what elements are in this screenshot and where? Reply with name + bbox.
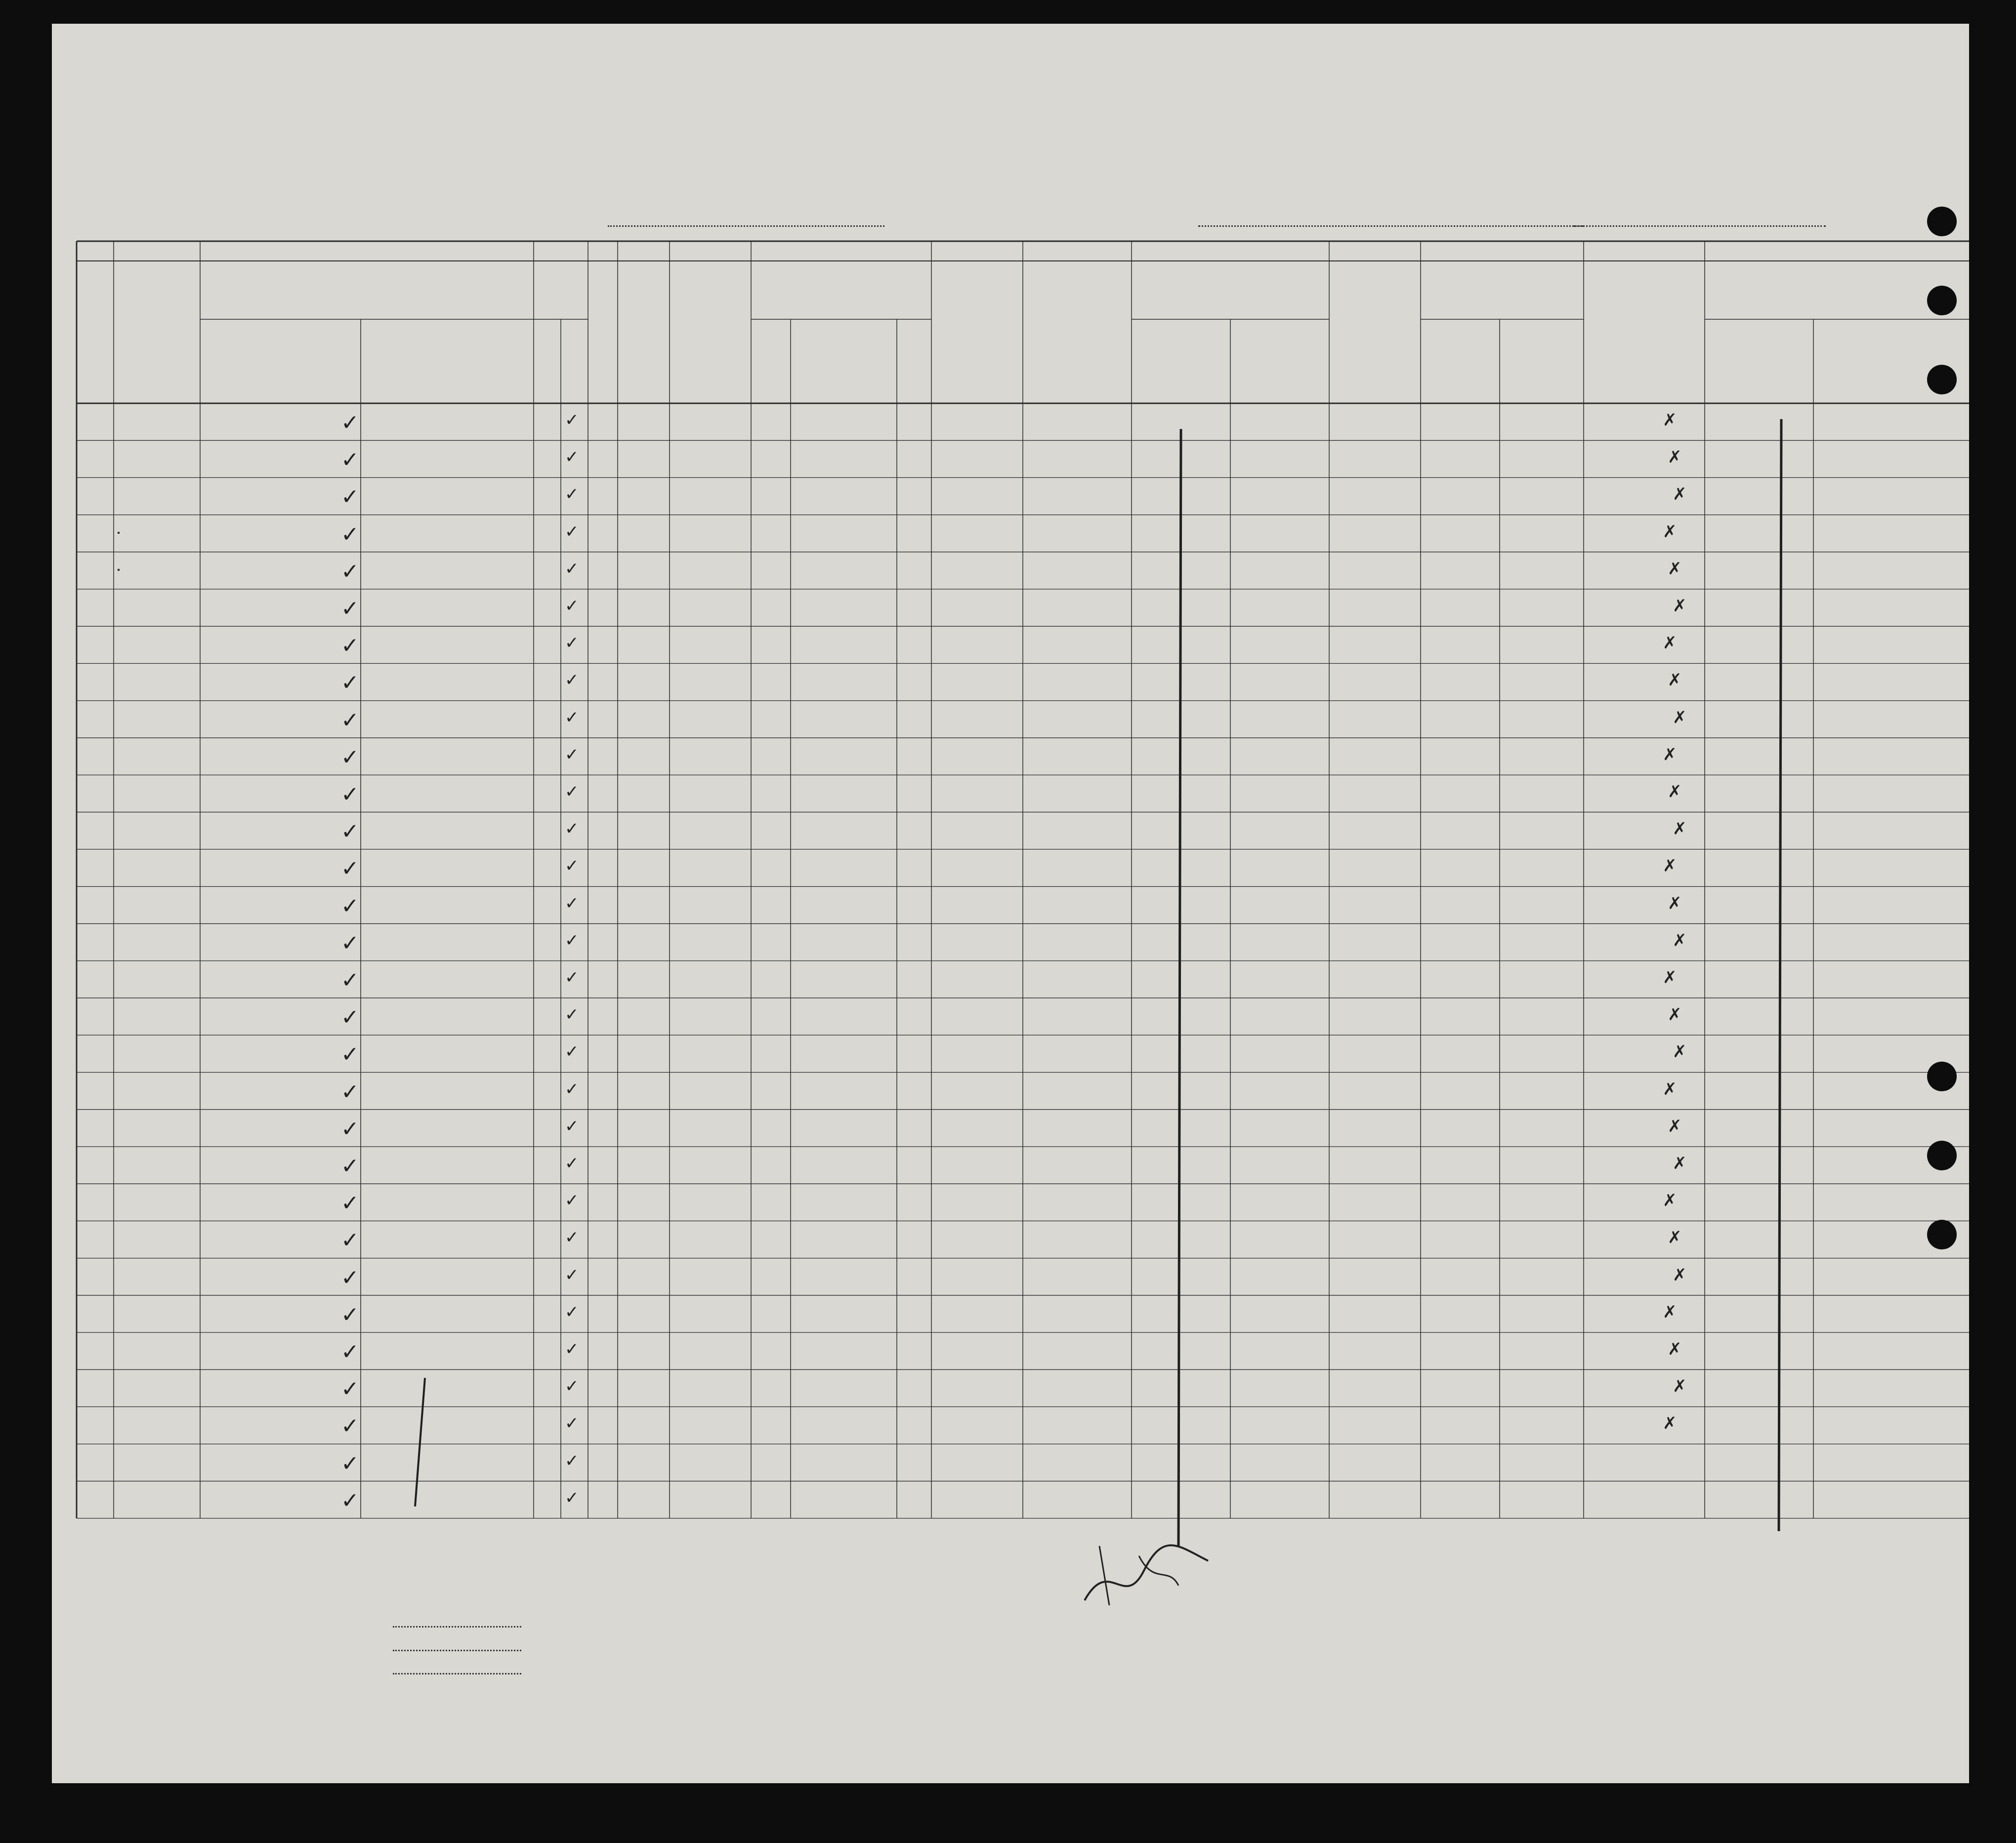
total-line bbox=[393, 1626, 521, 1628]
check-mark-icon: ✓ bbox=[341, 447, 359, 473]
check-mark-icon: ✓ bbox=[565, 1042, 579, 1062]
check-mark-icon: ✓ bbox=[565, 856, 579, 876]
verified-x-icon: ✗ bbox=[1668, 1339, 1682, 1359]
punch-hole bbox=[1927, 1062, 1957, 1091]
check-mark-icon: ✓ bbox=[341, 1302, 359, 1328]
check-mark-icon: ✓ bbox=[341, 1265, 359, 1290]
check-mark-icon: ✓ bbox=[565, 1005, 579, 1025]
verified-x-icon: ✗ bbox=[1663, 856, 1677, 876]
check-mark-icon: ✓ bbox=[341, 1376, 359, 1402]
verified-x-icon: ✗ bbox=[1668, 558, 1682, 579]
check-mark-icon: ✓ bbox=[565, 484, 579, 505]
check-mark-icon: ✓ bbox=[565, 596, 579, 616]
punch-hole bbox=[1927, 1220, 1957, 1249]
verified-x-icon: ✗ bbox=[1673, 484, 1687, 505]
verified-x-icon: ✗ bbox=[1668, 1005, 1682, 1025]
check-mark-icon: ✓ bbox=[565, 521, 579, 542]
check-mark-icon: ✓ bbox=[565, 930, 579, 950]
verified-x-icon: ✗ bbox=[1663, 1079, 1677, 1099]
check-mark-icon: ✓ bbox=[341, 819, 359, 845]
check-mark-icon: ✓ bbox=[565, 1191, 579, 1211]
verified-x-icon: ✗ bbox=[1673, 1265, 1687, 1285]
check-mark-icon: ✓ bbox=[341, 1414, 359, 1439]
check-mark-icon: ✓ bbox=[565, 1154, 579, 1173]
check-mark-icon: ✓ bbox=[341, 1191, 359, 1216]
check-mark-icon: ✓ bbox=[565, 558, 579, 579]
check-mark-icon: ✓ bbox=[565, 1228, 579, 1248]
check-mark-icon: ✓ bbox=[565, 707, 579, 728]
row-tax bbox=[118, 569, 120, 571]
check-mark-icon: ✓ bbox=[565, 1488, 579, 1508]
verified-x-icon: ✗ bbox=[1668, 1228, 1682, 1248]
pen-strokes bbox=[415, 419, 1781, 1546]
inspector-signature bbox=[1080, 1526, 1218, 1625]
punch-hole bbox=[1927, 1141, 1957, 1170]
check-mark-icon: ✓ bbox=[341, 558, 359, 584]
check-mark-icon: ✓ bbox=[565, 893, 579, 913]
citizens-line bbox=[393, 1650, 521, 1651]
check-mark-icon: ✓ bbox=[341, 1079, 359, 1105]
verified-x-icon: ✗ bbox=[1673, 819, 1687, 839]
verified-x-icon: ✗ bbox=[1673, 596, 1687, 616]
check-mark-icon: ✓ bbox=[341, 744, 359, 770]
check-mark-icon: ✓ bbox=[341, 1154, 359, 1179]
pen-stroke bbox=[1178, 429, 1181, 1546]
check-mark-icon: ✓ bbox=[341, 1005, 359, 1030]
check-mark-icon: ✓ bbox=[341, 1339, 359, 1365]
verified-x-icon: ✗ bbox=[1673, 1154, 1687, 1173]
verified-x-icon: ✗ bbox=[1663, 1191, 1677, 1211]
check-mark-icon: ✓ bbox=[565, 744, 579, 765]
check-mark-icon: ✓ bbox=[565, 1116, 579, 1136]
check-mark-icon: ✓ bbox=[341, 707, 359, 733]
punch-hole bbox=[1927, 207, 1957, 236]
verified-x-icon: ✗ bbox=[1668, 447, 1682, 468]
verified-x-icon: ✗ bbox=[1663, 1302, 1677, 1322]
check-mark-icon: ✓ bbox=[565, 670, 579, 690]
verified-x-icon: ✗ bbox=[1663, 968, 1677, 987]
check-mark-icon: ✓ bbox=[565, 1079, 579, 1099]
pen-stroke bbox=[415, 1378, 425, 1506]
check-mark-icon: ✓ bbox=[341, 633, 359, 659]
check-mark-icon: ✓ bbox=[565, 1339, 579, 1359]
verified-x-icon: ✗ bbox=[1668, 1116, 1682, 1136]
verified-x-icon: ✗ bbox=[1663, 410, 1677, 430]
check-mark-icon: ✓ bbox=[565, 782, 579, 802]
verified-x-icon: ✗ bbox=[1673, 707, 1687, 728]
check-mark-icon: ✓ bbox=[341, 1228, 359, 1253]
check-mark-icon: ✓ bbox=[341, 856, 359, 882]
verified-x-icon: ✗ bbox=[1668, 893, 1682, 913]
manifest-sheet bbox=[52, 24, 1969, 1783]
check-mark-icon: ✓ bbox=[341, 930, 359, 956]
pen-stroke bbox=[1779, 419, 1781, 1531]
aliens-line bbox=[393, 1673, 521, 1674]
check-mark-icon: ✓ bbox=[341, 968, 359, 993]
check-mark-icon: ✓ bbox=[565, 1376, 579, 1397]
check-mark-icon: ✓ bbox=[565, 968, 579, 987]
verified-x-icon: ✗ bbox=[1663, 521, 1677, 542]
verified-x-icon: ✗ bbox=[1668, 670, 1682, 690]
check-mark-icon: ✓ bbox=[341, 1451, 359, 1476]
check-mark-icon: ✓ bbox=[341, 1042, 359, 1068]
verified-x-icon: ✗ bbox=[1663, 633, 1677, 653]
check-mark-icon: ✓ bbox=[565, 447, 579, 468]
verified-x-icon: ✗ bbox=[1668, 782, 1682, 802]
punch-hole bbox=[1927, 365, 1957, 394]
check-mark-icon: ✓ bbox=[341, 484, 359, 510]
check-mark-icon: ✓ bbox=[565, 633, 579, 653]
check-mark-icon: ✓ bbox=[341, 893, 359, 919]
check-mark-icon: ✓ bbox=[341, 596, 359, 621]
check-mark-icon: ✓ bbox=[565, 1265, 579, 1285]
verified-x-icon: ✗ bbox=[1673, 1042, 1687, 1062]
check-mark-icon: ✓ bbox=[341, 1488, 359, 1513]
punch-hole bbox=[1927, 286, 1957, 315]
verified-x-icon: ✗ bbox=[1663, 1414, 1677, 1434]
check-mark-icon: ✓ bbox=[565, 1302, 579, 1322]
verified-x-icon: ✗ bbox=[1673, 930, 1687, 950]
verified-x-icon: ✗ bbox=[1663, 744, 1677, 765]
check-mark-icon: ✓ bbox=[565, 819, 579, 839]
check-mark-icon: ✓ bbox=[341, 521, 359, 547]
verified-x-icon: ✗ bbox=[1673, 1376, 1687, 1397]
check-mark-icon: ✓ bbox=[341, 782, 359, 807]
check-mark-icon: ✓ bbox=[565, 1451, 579, 1471]
row-tax bbox=[118, 532, 120, 534]
check-mark-icon: ✓ bbox=[341, 670, 359, 696]
check-mark-icon: ✓ bbox=[341, 410, 359, 435]
check-mark-icon: ✓ bbox=[341, 1116, 359, 1142]
check-mark-icon: ✓ bbox=[565, 410, 579, 430]
check-mark-icon: ✓ bbox=[565, 1414, 579, 1434]
